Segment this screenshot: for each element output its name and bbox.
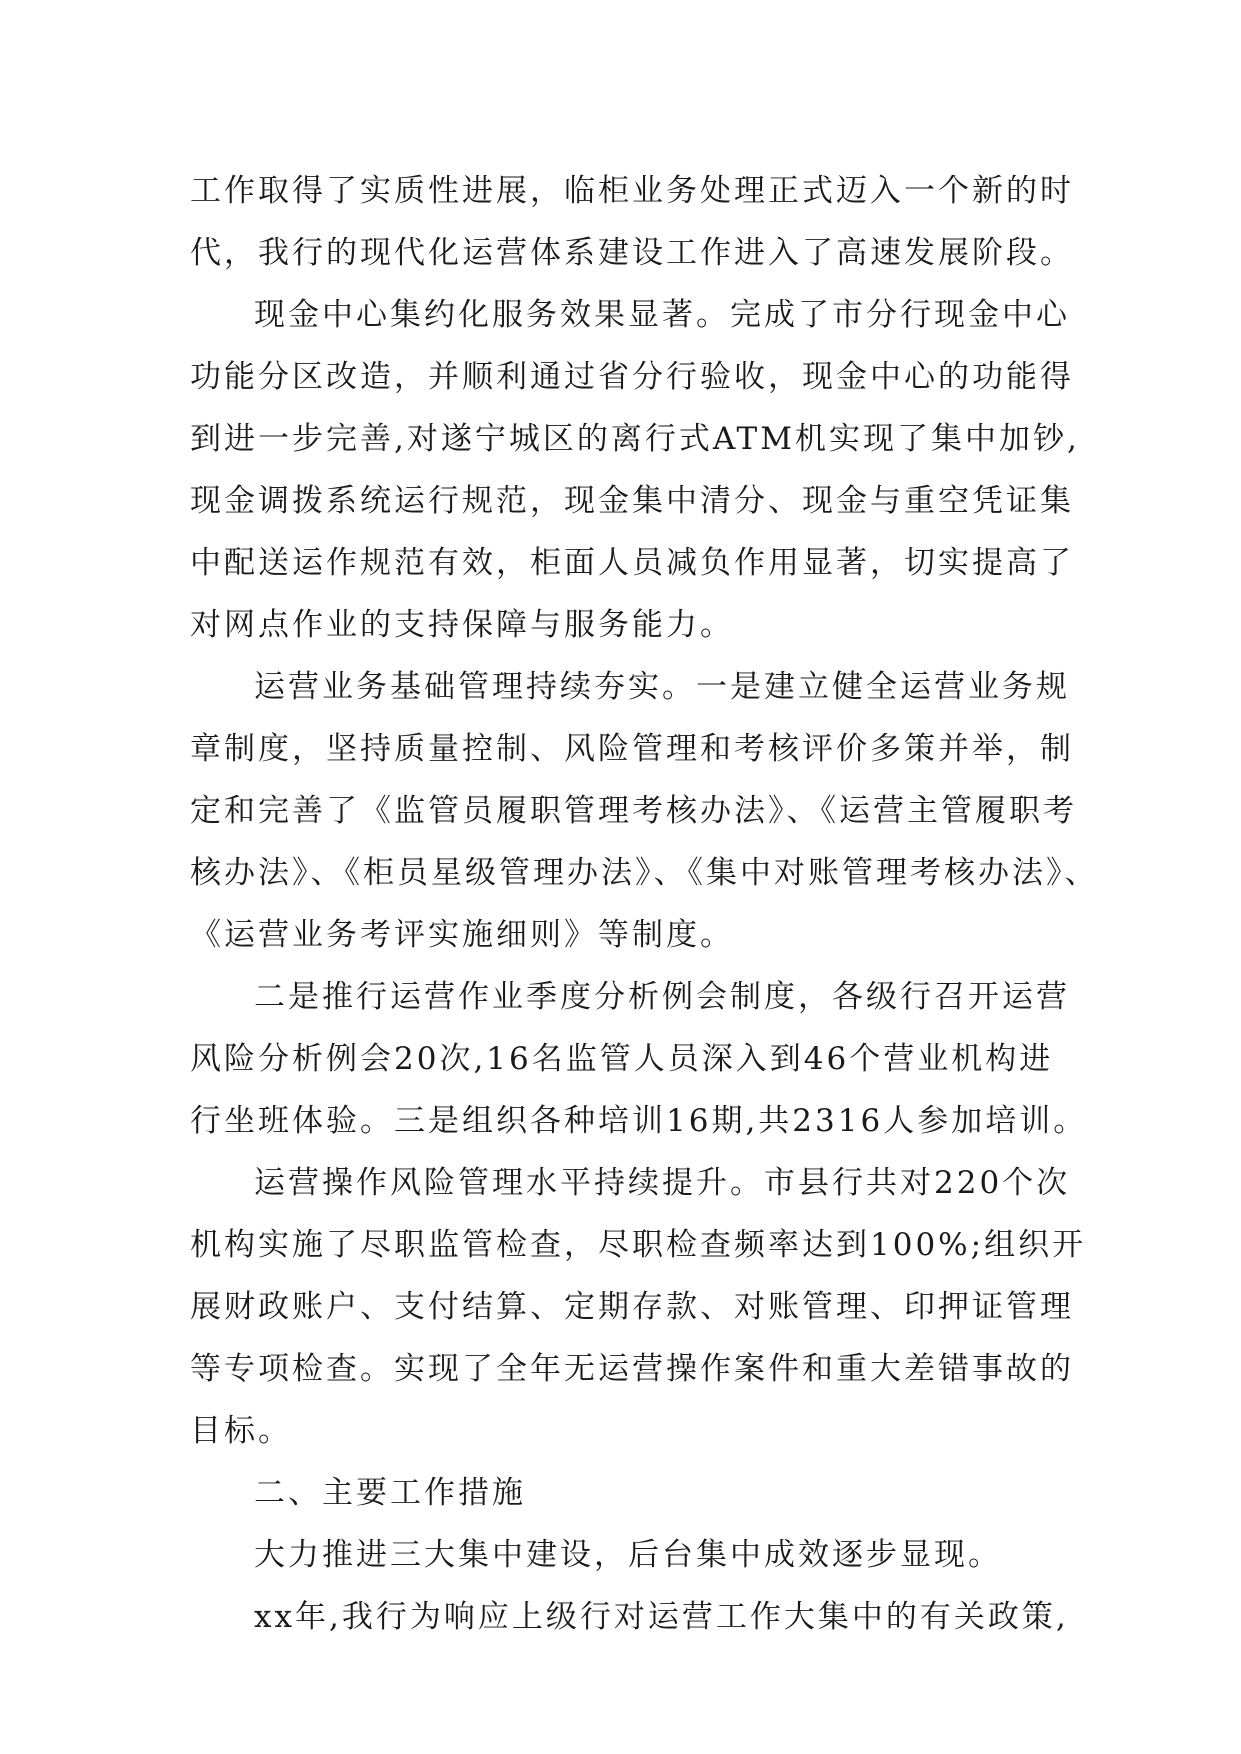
text-line: 现金调拨系统运行规范，现金集中清分、现金与重空凭证集 xyxy=(190,483,1074,519)
text-line: xx年,我行为响应上级行对运营工作大集中的有关政策, xyxy=(254,1599,1069,1635)
text-line: 运营业务基础管理持续夯实。一是建立健全运营业务规 xyxy=(254,669,1070,705)
text-line: 运营操作风险管理水平持续提升。市县行共对220个次 xyxy=(254,1165,1071,1201)
text-line: 目标。 xyxy=(190,1413,292,1449)
text-line: 二、主要工作措施 xyxy=(254,1475,526,1511)
text-line: 代，我行的现代化运营体系建设工作进入了高速发展阶段。 xyxy=(190,235,1074,271)
text-line: 核办法》、《柜员星级管理办法》、《集中对账管理考核办法》、 xyxy=(190,855,1099,891)
text-line: 《运营业务考评实施细则》等制度。 xyxy=(190,917,734,953)
text-line: 现金中心集约化服务效果显著。完成了市分行现金中心 xyxy=(254,297,1070,333)
text-line: 二是推行运营作业季度分析例会制度，各级行召开运营 xyxy=(254,979,1070,1015)
text-line: 对网点作业的支持保障与服务能力。 xyxy=(190,607,734,643)
text-line: 中配送运作规范有效，柜面人员减负作用显著，切实提高了 xyxy=(190,545,1074,581)
text-line: 行坐班体验。三是组织各种培训16期,共2316人参加培训。 xyxy=(190,1103,1088,1139)
text-line: 工作取得了实质性进展，临柜业务处理正式迈入一个新的时 xyxy=(190,173,1074,209)
text-line: 等专项检查。实现了全年无运营操作案件和重大差错事故的 xyxy=(190,1351,1074,1387)
text-line: 大力推进三大集中建设，后台集中成效逐步显现。 xyxy=(254,1537,1002,1573)
text-line: 风险分析例会20次,16名监管人员深入到46个营业机构进 xyxy=(190,1041,1054,1077)
text-line: 展财政账户、支付结算、定期存款、对账管理、印押证管理 xyxy=(190,1289,1074,1325)
text-line: 定和完善了《监管员履职管理考核办法》、《运营主管履职考 xyxy=(190,793,1077,829)
text-line: 机构实施了尽职监管检查，尽职检查频率达到100%;组织开 xyxy=(190,1227,1087,1263)
text-line: 功能分区改造，并顺利通过省分行验收，现金中心的功能得 xyxy=(190,359,1074,395)
document-body xyxy=(190,160,1099,1648)
text-line: 章制度，坚持质量控制、风险管理和考核评价多策并举，制 xyxy=(190,731,1074,767)
text-line: 到进一步完善,对遂宁城区的离行式ATM机实现了集中加钞, xyxy=(190,421,1080,457)
